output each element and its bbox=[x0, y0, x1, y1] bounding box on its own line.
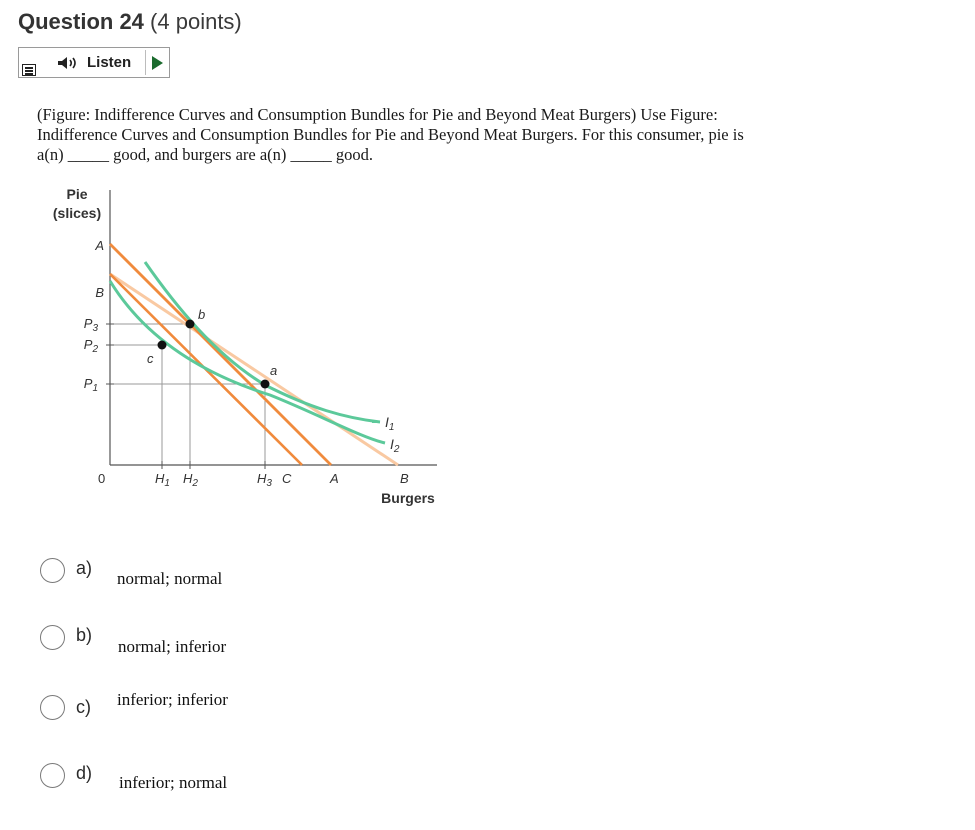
speaker-icon bbox=[57, 56, 79, 70]
x-tick-c: C bbox=[282, 471, 292, 486]
x-tick-a: A bbox=[330, 471, 339, 486]
x-tick-h1: $H_1$ bbox=[155, 471, 170, 489]
guide-lines bbox=[110, 324, 265, 465]
question-stem bbox=[37, 105, 867, 165]
radio-b[interactable] bbox=[40, 625, 65, 650]
axis-ticks bbox=[106, 324, 265, 469]
option-letter-d: d) bbox=[76, 763, 93, 783]
x-tick-h2: $H_2$ bbox=[183, 471, 198, 489]
x-tick-h3: $H_3$ bbox=[257, 471, 272, 489]
x-axis-title: Burgers bbox=[381, 490, 435, 506]
point-c bbox=[158, 341, 167, 350]
indifference-curve-figure bbox=[40, 180, 450, 520]
y-tick-p1: $P_1$ bbox=[83, 376, 98, 394]
question-points: (4 points) bbox=[150, 9, 242, 34]
y-tick-b: B bbox=[95, 285, 104, 300]
stem-line-1: (Figure: Indifference Curves and Consumption Bundles for Pie and Beyond Meat Burgers) Use Figure: bbox=[37, 105, 718, 124]
point-label-b: b bbox=[198, 307, 206, 322]
option-text-b: normal; inferior bbox=[118, 637, 227, 656]
y-tick-a: A bbox=[95, 238, 104, 253]
radio-c[interactable] bbox=[40, 695, 65, 720]
option-letter-b: b) bbox=[76, 625, 93, 645]
point-b bbox=[186, 320, 195, 329]
read-aloud-toolbar bbox=[18, 47, 170, 78]
option-text-a: normal; normal bbox=[117, 569, 223, 588]
question-title bbox=[18, 9, 242, 35]
menu-icon[interactable] bbox=[22, 64, 36, 76]
option-text-d: inferior; normal bbox=[119, 773, 228, 792]
point-label-c: c bbox=[147, 351, 154, 366]
curve-label-i1: $I_1$ bbox=[385, 414, 395, 433]
origin-label: 0 bbox=[98, 471, 106, 486]
y-axis-title-line2: (slices) bbox=[52, 205, 102, 221]
y-tick-p2: $P_2$ bbox=[83, 337, 98, 355]
x-tick-b: B bbox=[400, 471, 409, 486]
y-tick-p3: $P_3$ bbox=[83, 316, 98, 334]
option-letter-a: a) bbox=[76, 558, 93, 578]
play-button[interactable] bbox=[146, 50, 168, 75]
option-letter-c: c) bbox=[76, 697, 91, 717]
point-a bbox=[261, 380, 270, 389]
chart-svg bbox=[40, 180, 450, 515]
question-number: Question 24 bbox=[18, 9, 144, 34]
stem-line-3: a(n) _____ good, and burgers are a(n) _____ good. bbox=[37, 145, 374, 164]
play-icon bbox=[152, 56, 163, 70]
budget-line-b-light bbox=[110, 274, 398, 465]
curve-label-i2: $I_2$ bbox=[390, 436, 400, 455]
listen-label: Listen bbox=[87, 54, 132, 71]
option-text-c: inferior; inferior bbox=[117, 690, 228, 709]
budget-line-a bbox=[110, 244, 331, 465]
radio-a[interactable] bbox=[40, 558, 65, 583]
point-label-a: a bbox=[270, 363, 278, 378]
y-axis-title-line1: Pie bbox=[66, 186, 88, 202]
listen-button[interactable] bbox=[41, 50, 146, 75]
stem-line-2: Indifference Curves and Consumption Bundles for Pie and Beyond Meat Burgers. For this consumer, pie is bbox=[37, 125, 744, 144]
radio-d[interactable] bbox=[40, 763, 65, 788]
